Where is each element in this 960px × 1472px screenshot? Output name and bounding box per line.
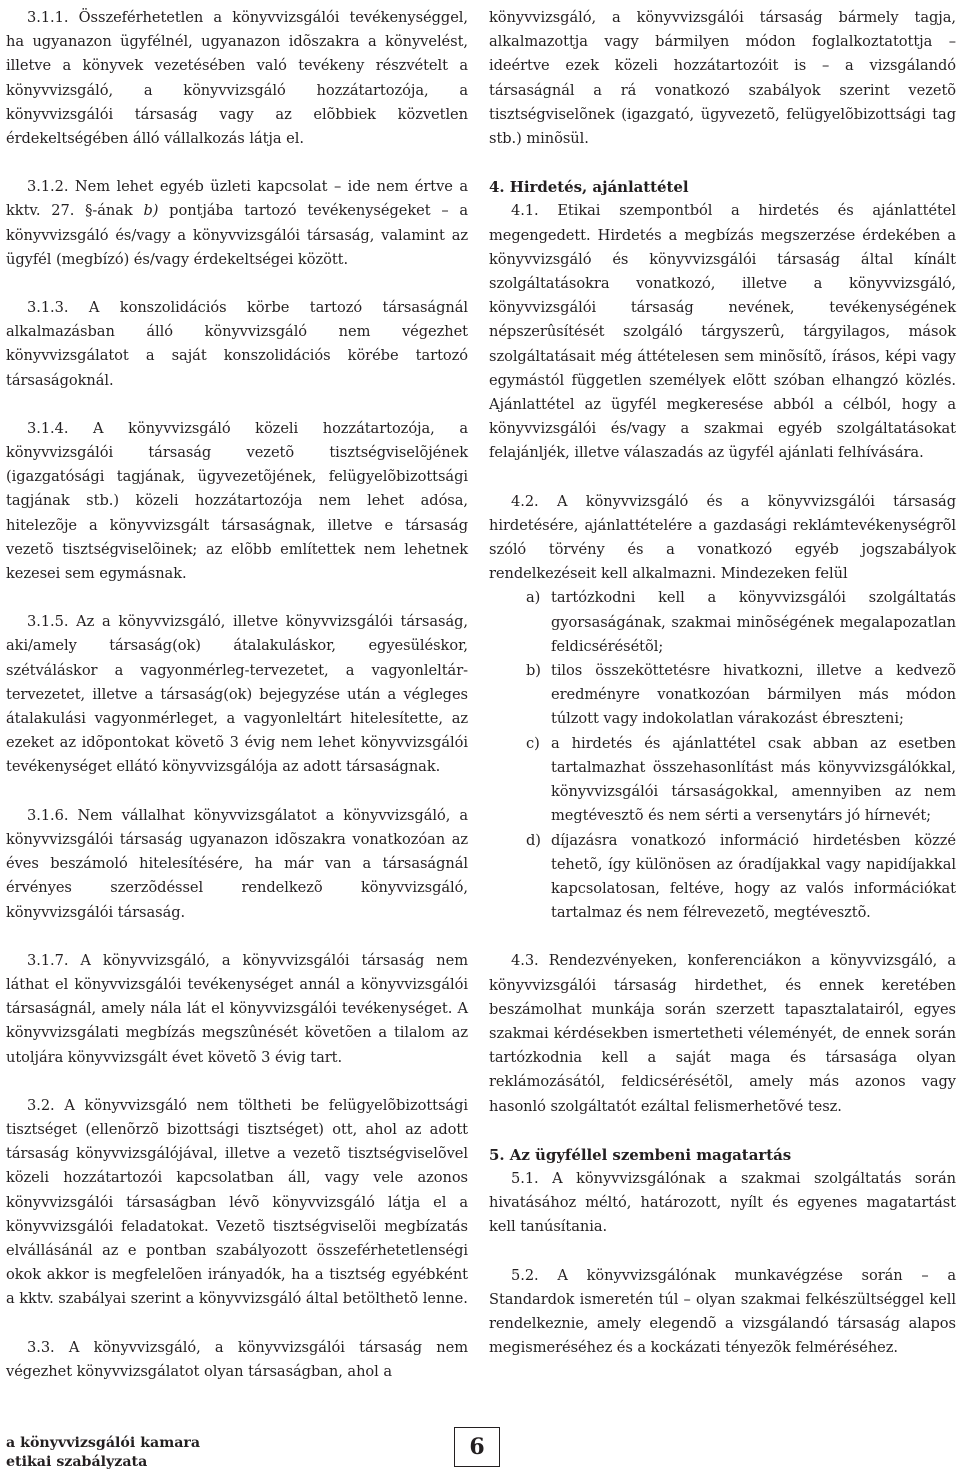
list-item-label: a) <box>526 589 541 607</box>
list-item-text: tartózkodni kell a könyvvizsgálói szolgáltatás gyorsaságának, szakmai minõségének megalapozatlan feldicsérésétõl; <box>551 589 956 655</box>
paragraph-3-1-7: 3.1.7. A könyvvizsgáló, a könyvvizsgálói társaság nem láthat el könyvvizsgálói tevékenységet annál a könyvvizsgálói társaságnál, amely nála lát el könyvvizsgálói tevékenységet. A könyvvizsgálati megbízás megszûnését követõen a tilalom az utoljára könyvvizsgált évet követõ 3 évig tart. <box>6 951 468 1066</box>
paragraph-3-1-2-text-end: pontjába tartozó tevékenységeket – a könyvvizsgáló és/vagy a könyvvizsgálói társaság, valamint az ügyfél (megbízó) és/vagy érdekeltségei között. <box>6 202 469 268</box>
paragraph-3-1-3: 3.1.3. A konszolidációs körbe tartozó társaságnál alkalmazásban álló könyvvizsgáló nem végezhet könyvvizsgálatot a saját konszolidációs körébe tartozó társaságoknál. <box>6 299 468 389</box>
footer-line-2: etikai szabályzata <box>6 1454 148 1470</box>
paragraph-3-1-4: 3.1.4. A könyvvizsgáló közeli hozzátartozója, a könyvvizsgálói társaság vezetõ tisztségviselõjének (igazgatósági tagjának, ügyvezetõjének, felügyelõbizottsági tagjának stb.) közeli hozzátartozója nem lehet adósa, hitelezõje a könyvvizsgált társaságnak, illetve e társaság vezetõ tisztségviselõinek; az elõbb említettek nem lehetnek kezesei sem egymásnak. <box>6 419 468 583</box>
paragraph-3-1-2 <box>6 175 468 272</box>
list-item <box>489 732 956 829</box>
paragraph-4-2: 4.2. A könyvvizsgáló és a könyvvizsgálói társaság hirdetésére, ajánlattételére a gazdasági reklámtevékenységrõl szóló törvény és a vonatkozó egyéb jogszabályok rendelkezéseit kell alkalmazni. Mindezeken felül <box>489 492 956 583</box>
paragraph-4-1: 4.1. Etikai szempontból a hirdetés és ajánlattétel megengedett. Hirdetés a megbízás megszerzése érdekében a könyvvizsgáló és könyvvizsgálói társaság által kínált szolgáltatásokra vonatkozó, illetve a könyvvizsgáló, könyvvizsgálói társaság nevének, tevékenységének népszerûsítését szolgáló tárgyszerû, tárgyilagos, mások szolgáltatásait még áttételesen sem minõsítõ, írásos, képi vagy egymástól független személyek elõtt szóban elhangzó közlés. Ajánlattétel az ügyfél megkeresése abból a célból, hogy a könyvvizsgálói és/vagy a szakmai egyéb szolgáltatásokat felajánljék, illetve válaszadás az ügyfél ajánlati felhívására. <box>489 202 956 462</box>
advertising-rules-list <box>489 586 956 925</box>
list-item-label: c) <box>526 734 540 752</box>
paragraph-3-1-5: 3.1.5. Az a könyvvizsgáló, illetve könyvvizsgálói társaság, aki/amely társaság(ok) átalakuláskor, egyesüléskor, szétváláskor a vagyonmérleg-tervezetet, a vagyonleltár-tervezetet, illetve a társaság(ok) bejegyzése után a végleges átalakulási vagyonmérleget, a vagyonleltárt hitelesítette, az ezeket az idõpontokat követõ 3 évig nem lehet könyvvizsgálói tevékenységet ellátó könyvvizsgálója az adott társaságnak. <box>6 613 468 776</box>
paragraph-3-1-2-text: 3.1.2. Nem lehet egyéb üzleti kapcsolat – ide nem értve a kktv. 27. §-ának <box>6 178 468 220</box>
list-item-label: b) <box>526 662 541 680</box>
paragraph-5-2: 5.2. A könyvvizsgálónak munkavégzése során – a Standardok ismeretén túl – olyan szakmai felkészültséggel kell rendelkeznie, amely elegendõ a vizsgálandó társaság alapos megismeréséhez és a kockázati tényezõk felméréséhez. <box>489 1266 956 1357</box>
page-number: 6 <box>454 1427 500 1467</box>
paragraph-3-2: 3.2. A könyvvizsgáló nem töltheti be felügyelõbizottsági tisztséget (ellenõrzõ bizottsági tisztséget) ott, ahol az adott társaság könyvvizsgálójával, illetve a vezetõ tisztségviselõvel közeli hozzátartozói kapcsolatban áll, vagy vele azonos könyvvizsgálói társaságban lévõ könyvvizsgáló látja el a könyvvizsgálói feladatokat. Vezetõ tisztségviselõi megbízatás elvállásánál az e pontban szabályozott összeférhetetlenségi okok akkor is megfelelõen irányadók, ha a tisztség egyébként a kktv. szabályai szerint a könyvvizsgáló által betölthetõ lenne. <box>6 1096 468 1308</box>
list-item-text: tilos összeköttetésre hivatkozni, illetve a kedvezõ eredményre vonatkozóan bármilyen más módon túlzott vagy indokolatlan várakozást ébreszteni; <box>551 662 956 728</box>
paragraph-3-1-6: 3.1.6. Nem vállalhat könyvvizsgálatot a könyvvizsgáló, a könyvvizsgálói társaság ugyanazon idõszakra vonatkozóan az éves beszámoló hitelesítésére, ha már van a társaságnál érvényes szerzõdéssel rendelkezõ könyvvizsgáló, könyvvizsgálói társaság. <box>6 806 468 921</box>
list-item-text: a hirdetés és ajánlattétel csak abban az esetben tartalmazhat összehasonlítást más könyvvizsgálókkal, könyvvizsgálói társaságokkal, amennyiben az nem megtévesztõ és nem sérti a versenytárs jó hírnevét; <box>551 734 956 825</box>
paragraph-3-1-2-emphasis: b) <box>143 202 159 220</box>
section-heading-5: 5. Az ügyféllel szembeni magatartás <box>489 1145 792 1164</box>
footer-line-1: a könyvvizsgálói kamara <box>6 1435 201 1451</box>
paragraph-3-1-1: 3.1.1. Összeférhetetlen a könyvvizsgálói tevékenységgel, ha ugyanazon ügyfélnél, ugyanazon idõszakra a könyvelést, illetve a könyvek vezetésében való tevékeny részvételt a könyvvizsgáló, a könyvvizsgáló hozzátartozója, a könyvvizsgálói társaság vagy az elõbbiek közvetlen érdekeltségében álló vállalkozás látja el. <box>6 9 468 148</box>
list-item-text: díjazásra vonatkozó információ hirdetésben közzé tehetõ, így különösen az óradíjakkal vagy napidíjakkal kapcsolatosan, feltéve, hogy az valós információkat tartalmaz és nem félrevezetõ, megtévesztõ. <box>551 831 956 922</box>
paragraph-3-3: 3.3. A könyvvizsgáló, a könyvvizsgálói társaság nem végezhet könyvvizsgálatot olyan társaságban, ahol a <box>6 1338 468 1380</box>
right-column <box>489 6 956 1360</box>
paragraph-5-1: 5.1. A könyvvizsgálónak a szakmai szolgáltatás során hivatásához méltó, határozott, nyílt és egyenes magatartást kell tanúsítania. <box>489 1169 956 1236</box>
list-item <box>489 659 956 732</box>
left-column <box>6 6 468 1384</box>
list-item <box>489 586 956 659</box>
paragraph-continuation: könyvvizsgáló, a könyvvizsgálói társaság bármely tagja, alkalmazottja vagy bármilyen módon foglalkoztatottja – ideértve ezek közeli hozzátartozóit is – a vizsgálandó társaságnál a rá vonatkozó szabályok szerint vezetõ tisztségviselõnek (igazgató, ügyvezetõ, felügyelõbizottsági tag stb.) minõsül. <box>489 9 956 148</box>
paragraph-4-3: 4.3. Rendezvényeken, konferenciákon a könyvvizsgáló, a könyvvizsgálói társaság hirdethet, és ennek keretében beszámolhat munkája során szerzett tapasztalatairól, egyes szakmai kérdésekben ismertetheti véleményét, de ennek során tartózkodnia kell a saját maga és társasága olyan reklámozásától, feldicsérésétõl, amely más azonos vagy hasonló szolgáltatót ezáltal felismerhetõvé tesz. <box>489 952 956 1115</box>
footer-title <box>6 1434 306 1472</box>
list-item <box>489 829 956 926</box>
list-item-label: d) <box>526 831 541 849</box>
section-heading-4: 4. Hirdetés, ajánlattétel <box>489 178 689 197</box>
